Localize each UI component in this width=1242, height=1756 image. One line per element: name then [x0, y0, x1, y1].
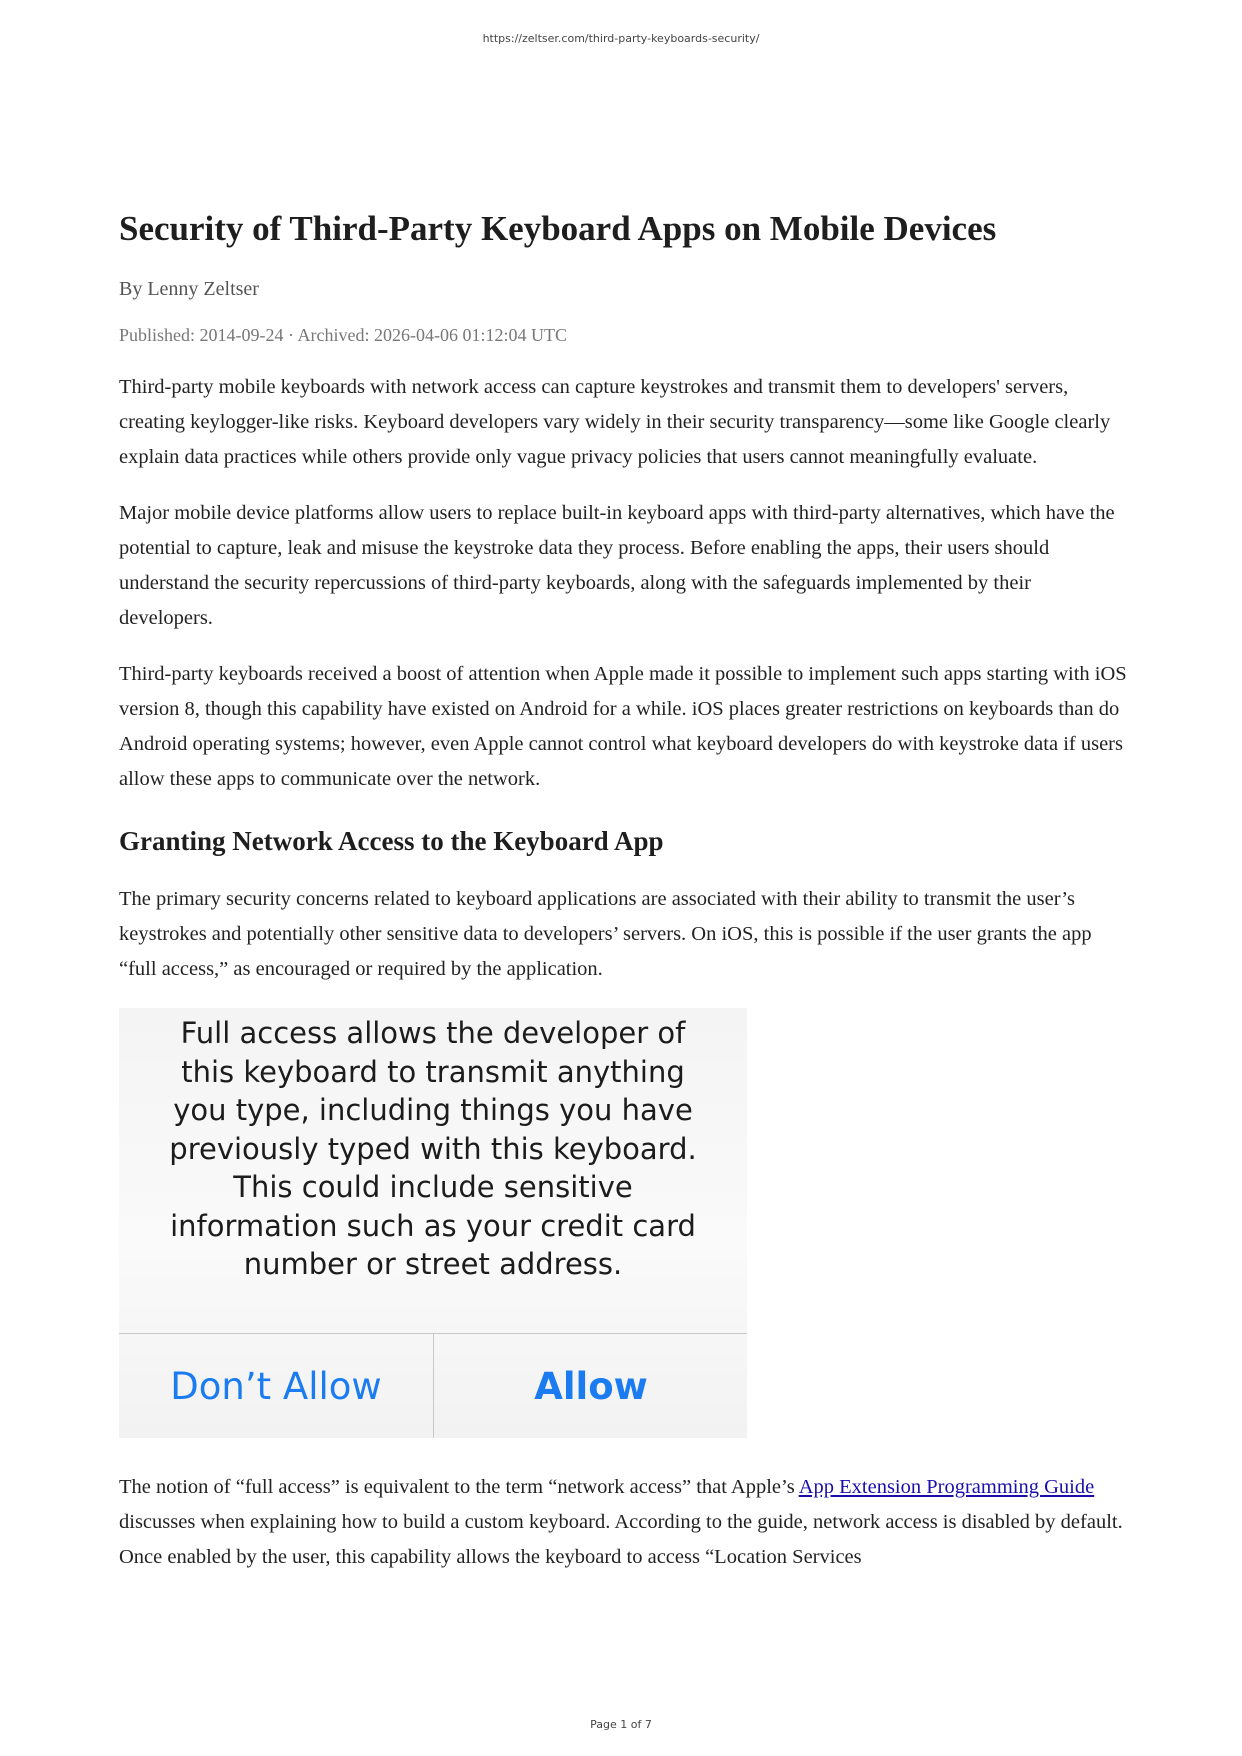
dont-allow-button: Don’t Allow — [170, 1364, 382, 1408]
full-access-dialog-image — [119, 1008, 747, 1438]
page-number: Page 1 of 7 — [590, 1718, 652, 1731]
article-title: Security of Third-Party Keyboard Apps on Mobile Devices — [119, 209, 997, 248]
section-heading: Granting Network Access to the Keyboard App — [119, 826, 664, 856]
article-meta: Published: 2014-09-24 · Archived: 2026-04-06 01:12:04 UTC — [119, 325, 567, 345]
body-paragraph: Major mobile device platforms allow users to replace built-in keyboard apps with third-party alternatives, which have the potential to capture, leak and misuse the keystroke data they process. Before enabling the apps, their users should understand the security repercussions of third-party keyboards, along with the safeguards implemented by their developers. — [119, 502, 1115, 629]
final-paragraph-text: discusses when explaining how to build a custom keyboard. According to the guide, network access is disabled by default. Once enabled by the user, this capability allows the keyboard to access “Location Services — [119, 1511, 1123, 1569]
article — [119, 208, 1129, 1596]
final-paragraph — [119, 1470, 1129, 1575]
final-paragraph-text: The notion of “full access” is equivalent to the term “network access” that Apple’s — [119, 1476, 799, 1499]
app-extension-guide-link[interactable]: App Extension Programming Guide — [798, 1476, 1095, 1499]
dialog-message: Full access allows the developer of this keyboard to transmit anything you type, including things you have previously typed with this keyboard. This could include sensitive information such as your credit card number or street address. — [169, 1016, 697, 1282]
page-url-header: https://zeltser.com/third-party-keyboards-security/ — [482, 32, 760, 45]
article-byline: By Lenny Zeltser — [119, 278, 259, 300]
allow-button: Allow — [534, 1364, 648, 1408]
intro-paragraph: Third-party mobile keyboards with network access can capture keystrokes and transmit them to developers' servers, creating keylogger-like risks. Keyboard developers vary widely in their security transparency—some like Google clearly explain data practices while others provide only vague privacy policies that users cannot meaningfully evaluate. — [119, 376, 1111, 468]
body-paragraph: Third-party keyboards received a boost of attention when Apple made it possible to implement such apps starting with iOS version 8, though this capability have existed on Android for a while. iOS places greater restrictions on keyboards than do Android operating systems; however, even Apple cannot control what keyboard developers do with keystroke data if users allow these apps to communicate over the network. — [119, 663, 1127, 790]
section-paragraph: The primary security concerns related to keyboard applications are associated with their ability to transmit the user’s keystrokes and potentially other sensitive data to developers’ servers. On iOS, this is possible if the user grants the app “full access,” as encouraged or required by the application. — [119, 888, 1092, 981]
